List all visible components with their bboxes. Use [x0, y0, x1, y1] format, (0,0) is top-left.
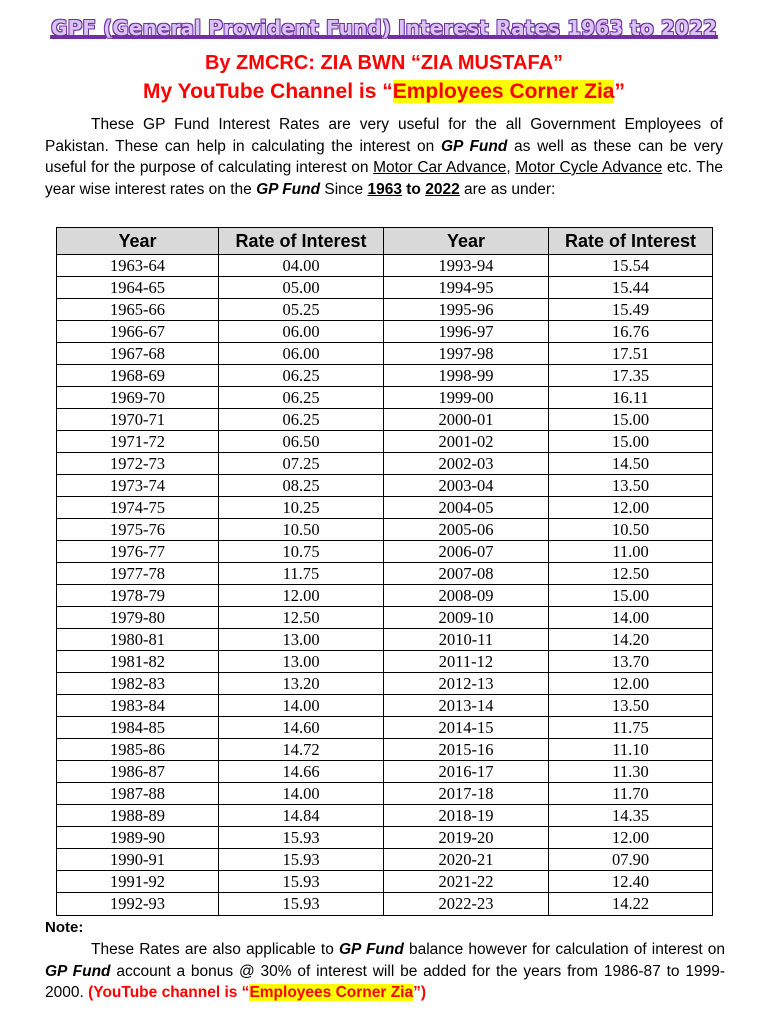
cell-rate-right: 17.35 [549, 365, 713, 387]
cell-year-left: 1966-67 [57, 321, 219, 343]
year-to: 2022 [425, 180, 460, 198]
table-row [57, 651, 713, 673]
table-row [57, 827, 713, 849]
cell-rate-right: 12.00 [549, 497, 713, 519]
cell-year-left: 1990-91 [57, 849, 219, 871]
cell-rate-right: 12.40 [549, 871, 713, 893]
header-year-left: Year [57, 228, 219, 255]
cell-rate-left: 15.93 [219, 893, 384, 916]
table-row [57, 497, 713, 519]
cell-year-right: 2016-17 [384, 761, 549, 783]
table-row [57, 673, 713, 695]
cell-rate-left: 06.25 [219, 409, 384, 431]
table-row [57, 541, 713, 563]
cell-year-right: 2019-20 [384, 827, 549, 849]
cell-year-left: 1978-79 [57, 585, 219, 607]
intro-text-6: are as under: [459, 180, 556, 198]
intro-text-1: These GP Fund Interest Rates are very useful for the all Government Employees of Pakistan. These can help in calculating the interest on [45, 116, 723, 155]
cell-rate-right: 11.00 [549, 541, 713, 563]
cell-year-left: 1992-93 [57, 893, 219, 916]
intro-paragraph [45, 114, 723, 200]
cell-rate-left: 13.20 [219, 673, 384, 695]
gp-fund-term: GP Fund [440, 137, 508, 155]
cell-year-left: 1982-83 [57, 673, 219, 695]
motor-cycle-advance-text: Motor Cycle Advance [515, 159, 663, 176]
table-row [57, 871, 713, 893]
cell-year-right: 1994-95 [384, 277, 549, 299]
cell-rate-right: 14.00 [549, 607, 713, 629]
cell-year-right: 2018-19 [384, 805, 549, 827]
cell-year-right: 2008-09 [384, 585, 549, 607]
cell-year-right: 1996-97 [384, 321, 549, 343]
cell-year-right: 2001-02 [384, 431, 549, 453]
table-row [57, 321, 713, 343]
cell-year-right: 2009-10 [384, 607, 549, 629]
table-row [57, 387, 713, 409]
cell-rate-left: 14.00 [219, 783, 384, 805]
cell-year-right: 1998-99 [384, 365, 549, 387]
cell-rate-left: 10.50 [219, 519, 384, 541]
cell-rate-left: 10.75 [219, 541, 384, 563]
cell-year-left: 1984-85 [57, 717, 219, 739]
cell-rate-left: 06.00 [219, 343, 384, 365]
cell-rate-left: 06.25 [219, 365, 384, 387]
cell-rate-right: 14.35 [549, 805, 713, 827]
cell-year-left: 1971-72 [57, 431, 219, 453]
table-row [57, 607, 713, 629]
cell-year-left: 1964-65 [57, 277, 219, 299]
cell-year-right: 1995-96 [384, 299, 549, 321]
intro-text-5: Since [320, 180, 368, 198]
cell-rate-right: 16.11 [549, 387, 713, 409]
cell-year-right: 2022-23 [384, 893, 549, 916]
note-youtube-channel: Employees Corner Zia [249, 984, 414, 1001]
cell-year-left: 1981-82 [57, 651, 219, 673]
cell-rate-right: 15.00 [549, 409, 713, 431]
header-rate-right: Rate of Interest [549, 228, 713, 255]
cell-year-right: 2011-12 [384, 651, 549, 673]
table-row [57, 761, 713, 783]
table-row [57, 475, 713, 497]
note-youtube-suffix: ”) [413, 984, 427, 1001]
table-body [57, 255, 713, 916]
cell-rate-right: 15.49 [549, 299, 713, 321]
cell-rate-right: 13.70 [549, 651, 713, 673]
cell-year-left: 1963-64 [57, 255, 219, 277]
cell-year-left: 1967-68 [57, 343, 219, 365]
table-row [57, 299, 713, 321]
note-text-3: account a bonus @ 30% of interest will be added for the years from 1986-87 to 1999-2000. [45, 962, 725, 1001]
table-row [57, 695, 713, 717]
cell-year-left: 1968-69 [57, 365, 219, 387]
cell-year-left: 1965-66 [57, 299, 219, 321]
cell-year-right: 2012-13 [384, 673, 549, 695]
cell-rate-right: 14.22 [549, 893, 713, 916]
note-label: Note: [45, 919, 84, 936]
cell-year-left: 1977-78 [57, 563, 219, 585]
cell-rate-left: 05.25 [219, 299, 384, 321]
cell-rate-left: 12.50 [219, 607, 384, 629]
cell-year-right: 2000-01 [384, 409, 549, 431]
cell-rate-left: 15.93 [219, 871, 384, 893]
cell-year-right: 1993-94 [384, 255, 549, 277]
cell-rate-left: 14.84 [219, 805, 384, 827]
gp-fund-term: GP Fund [338, 941, 404, 958]
cell-year-left: 1972-73 [57, 453, 219, 475]
cell-year-left: 1970-71 [57, 409, 219, 431]
table-row [57, 629, 713, 651]
cell-year-right: 2020-21 [384, 849, 549, 871]
cell-year-right: 2005-06 [384, 519, 549, 541]
cell-rate-left: 07.25 [219, 453, 384, 475]
youtube-prefix: My YouTube Channel is “ [143, 80, 393, 103]
cell-rate-right: 17.51 [549, 343, 713, 365]
cell-rate-left: 13.00 [219, 651, 384, 673]
cell-year-right: 1997-98 [384, 343, 549, 365]
intro-text-4: etc. The year wise interest rates on the [45, 159, 723, 198]
table-row [57, 783, 713, 805]
table-row [57, 849, 713, 871]
cell-rate-right: 11.30 [549, 761, 713, 783]
gp-fund-term: GP Fund [256, 180, 321, 198]
cell-year-right: 2014-15 [384, 717, 549, 739]
cell-rate-right: 11.10 [549, 739, 713, 761]
cell-year-right: 1999-00 [384, 387, 549, 409]
cell-year-right: 2007-08 [384, 563, 549, 585]
cell-year-left: 1973-74 [57, 475, 219, 497]
cell-rate-left: 06.25 [219, 387, 384, 409]
cell-year-right: 2006-07 [384, 541, 549, 563]
cell-rate-left: 05.00 [219, 277, 384, 299]
cell-rate-left: 14.00 [219, 695, 384, 717]
cell-year-left: 1988-89 [57, 805, 219, 827]
cell-rate-left: 12.00 [219, 585, 384, 607]
header-year-right: Year [384, 228, 549, 255]
table-row [57, 409, 713, 431]
cell-rate-left: 13.00 [219, 629, 384, 651]
cell-rate-left: 14.72 [219, 739, 384, 761]
cell-year-right: 2017-18 [384, 783, 549, 805]
table-row [57, 277, 713, 299]
gp-fund-term: GP Fund [45, 962, 111, 980]
cell-rate-left: 11.75 [219, 563, 384, 585]
to-word: to [401, 180, 426, 198]
cell-rate-right: 15.00 [549, 431, 713, 453]
cell-year-left: 1985-86 [57, 739, 219, 761]
cell-year-right: 2010-11 [384, 629, 549, 651]
cell-rate-left: 14.60 [219, 717, 384, 739]
table-row [57, 585, 713, 607]
header-rate-left: Rate of Interest [219, 228, 384, 255]
youtube-suffix: ” [614, 80, 625, 103]
cell-year-right: 2004-05 [384, 497, 549, 519]
motor-car-advance-text: Motor Car Advance [373, 159, 507, 176]
cell-year-left: 1975-76 [57, 519, 219, 541]
cell-year-left: 1980-81 [57, 629, 219, 651]
cell-rate-right: 13.50 [549, 475, 713, 497]
cell-rate-right: 16.76 [549, 321, 713, 343]
cell-rate-left: 04.00 [219, 255, 384, 277]
cell-year-right: 2021-22 [384, 871, 549, 893]
table-row [57, 805, 713, 827]
table-row [57, 343, 713, 365]
cell-rate-right: 14.50 [549, 453, 713, 475]
youtube-channel-line [0, 80, 768, 104]
table-row [57, 717, 713, 739]
cell-rate-right: 15.00 [549, 585, 713, 607]
cell-year-right: 2003-04 [384, 475, 549, 497]
cell-rate-right: 11.75 [549, 717, 713, 739]
table-row [57, 519, 713, 541]
cell-rate-right: 13.50 [549, 695, 713, 717]
intro-text-3: , [506, 159, 516, 176]
interest-rates-table [56, 227, 713, 916]
table-header-row [57, 228, 713, 255]
note-youtube-prefix: (YouTube channel is “ [88, 984, 250, 1001]
cell-rate-right: 07.90 [549, 849, 713, 871]
table-row [57, 739, 713, 761]
cell-rate-right: 11.70 [549, 783, 713, 805]
cell-rate-right: 15.54 [549, 255, 713, 277]
table-row [57, 365, 713, 387]
cell-year-left: 1989-90 [57, 827, 219, 849]
cell-rate-left: 06.00 [219, 321, 384, 343]
cell-year-left: 1987-88 [57, 783, 219, 805]
author-line: By ZMCRC: ZIA BWN “ZIA MUSTAFA” [204, 52, 564, 74]
cell-rate-right: 12.00 [549, 827, 713, 849]
cell-rate-left: 10.25 [219, 497, 384, 519]
cell-rate-right: 12.00 [549, 673, 713, 695]
note-text-2: balance however for calculation of interest on [403, 941, 726, 958]
page-title: GPF (General Provident Fund) Interest Rates 1963 to 2022 [51, 16, 717, 40]
note-text-1: These Rates are also applicable to [91, 941, 339, 958]
table-row [57, 255, 713, 277]
table-row [57, 453, 713, 475]
intro-text-2: as well as these can be very useful for the purpose of calculating interest on [45, 137, 723, 176]
cell-year-left: 1979-80 [57, 607, 219, 629]
cell-year-right: 2002-03 [384, 453, 549, 475]
cell-rate-right: 10.50 [549, 519, 713, 541]
table-row [57, 563, 713, 585]
cell-year-left: 1969-70 [57, 387, 219, 409]
cell-rate-left: 15.93 [219, 849, 384, 871]
cell-rate-right: 12.50 [549, 563, 713, 585]
cell-year-right: 2015-16 [384, 739, 549, 761]
cell-year-left: 1976-77 [57, 541, 219, 563]
cell-rate-left: 15.93 [219, 827, 384, 849]
cell-year-left: 1974-75 [57, 497, 219, 519]
cell-year-left: 1986-87 [57, 761, 219, 783]
cell-rate-right: 14.20 [549, 629, 713, 651]
cell-rate-left: 08.25 [219, 475, 384, 497]
cell-year-left: 1983-84 [57, 695, 219, 717]
table-row [57, 431, 713, 453]
note-paragraph [45, 939, 725, 1004]
cell-rate-left: 14.66 [219, 761, 384, 783]
cell-rate-left: 06.50 [219, 431, 384, 453]
table-row [57, 893, 713, 916]
cell-rate-right: 15.44 [549, 277, 713, 299]
youtube-channel-name: Employees Corner Zia [392, 80, 615, 103]
cell-year-right: 2013-14 [384, 695, 549, 717]
cell-year-left: 1991-92 [57, 871, 219, 893]
year-from: 1963 [367, 180, 402, 198]
